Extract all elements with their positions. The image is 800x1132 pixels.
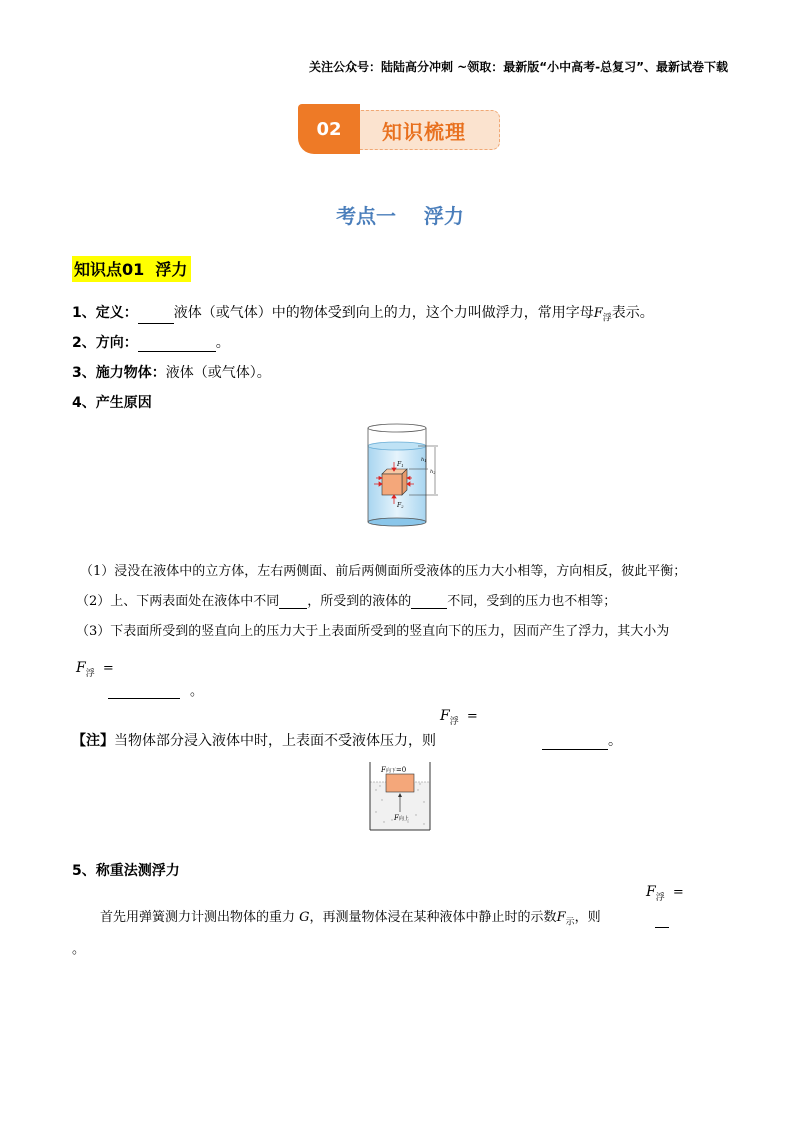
note-text: 当物体部分浸入液体中时，上表面不受液体压力，则	[114, 733, 436, 749]
h2-label: $h_2$	[430, 469, 436, 475]
cause-2: （2）上、下两表面处在液体中不同 ，所受到的液体的 不同，受到的压力也不相等；	[76, 594, 617, 609]
direction-blank[interactable]	[138, 337, 216, 352]
agent-label: 3、施力物体：	[72, 365, 166, 381]
header-note: 关注公众号：陆陆高分冲刺 ~领取：最新版“小中高考-总复习”、最新试卷下载	[309, 60, 728, 74]
knowledge-point-title: 知识点01 浮力	[72, 256, 191, 282]
cause-3-answer: 。	[108, 680, 203, 699]
cause-2-blank-pressure[interactable]	[411, 594, 447, 609]
definition-label: 1、定义：	[72, 305, 138, 321]
note-formula: $F_浮$ =	[440, 708, 478, 727]
cause-3-formula: $F_浮$ =	[76, 660, 114, 679]
definition-blank[interactable]	[138, 309, 174, 324]
cause-2-blank-depth[interactable]	[279, 594, 307, 609]
section-title: 考点一 浮力	[336, 204, 464, 228]
f1-label: F1	[397, 461, 404, 468]
weigh-end: 。	[72, 942, 86, 957]
weigh-blank[interactable]	[655, 913, 669, 928]
h1-label: $h_1$	[421, 457, 427, 463]
buoyancy-symbol: $F_浮$	[593, 306, 612, 324]
direction-line: 2、方向： 。	[72, 335, 230, 351]
note-label: 【注】	[72, 733, 114, 749]
section-banner	[298, 102, 502, 154]
weigh-formula: $F_浮$ =	[646, 884, 684, 903]
direction-label: 2、方向：	[72, 335, 138, 351]
partially-submerged-figure	[368, 760, 432, 832]
cause-3: （3）下表面所受到的竖直向上的压力大于上表面所受到的竖直向下的压力，因而产生了浮力，其大小为	[76, 624, 670, 639]
banner-label: 知识梳理	[348, 110, 500, 150]
definition-text: 液体（或气体）中的物体受到向上的力，这个力叫做浮力，常用字母	[173, 305, 594, 321]
weigh-heading: 5、称重法测浮力	[72, 863, 180, 879]
agent-text: 液体（或气体）。	[165, 365, 271, 381]
block	[386, 774, 414, 792]
bottom-force-label: F向上	[394, 814, 409, 822]
note-blank[interactable]	[542, 735, 608, 750]
cube	[382, 469, 407, 495]
cause-3-blank[interactable]	[108, 684, 180, 699]
banner-number: 02	[298, 104, 360, 154]
note-line: 【注】当物体部分浸入液体中时，上表面不受液体压力，则 。	[72, 733, 622, 749]
weigh-line: 首先用弹簧测力计测出物体的重力 G，再测量物体浸在某种液体中静止时的示数$F_示$，则	[100, 906, 669, 928]
cause-heading: 4、产生原因	[72, 395, 152, 411]
definition-line: 1、定义： 液体（或气体）中的物体受到向上的力，这个力叫做浮力，常用字母$F_浮$表示。	[72, 305, 654, 324]
agent-line	[72, 362, 271, 382]
cause-1: （1）浸没在液体中的立方体，左右两侧面、前后两侧面所受液体的压力大小相等，方向相反，彼此平衡；	[80, 564, 687, 579]
submerged-cube-figure	[362, 420, 446, 530]
f2-label: F2	[397, 502, 404, 509]
top-force-label: F向下=0	[381, 766, 407, 774]
